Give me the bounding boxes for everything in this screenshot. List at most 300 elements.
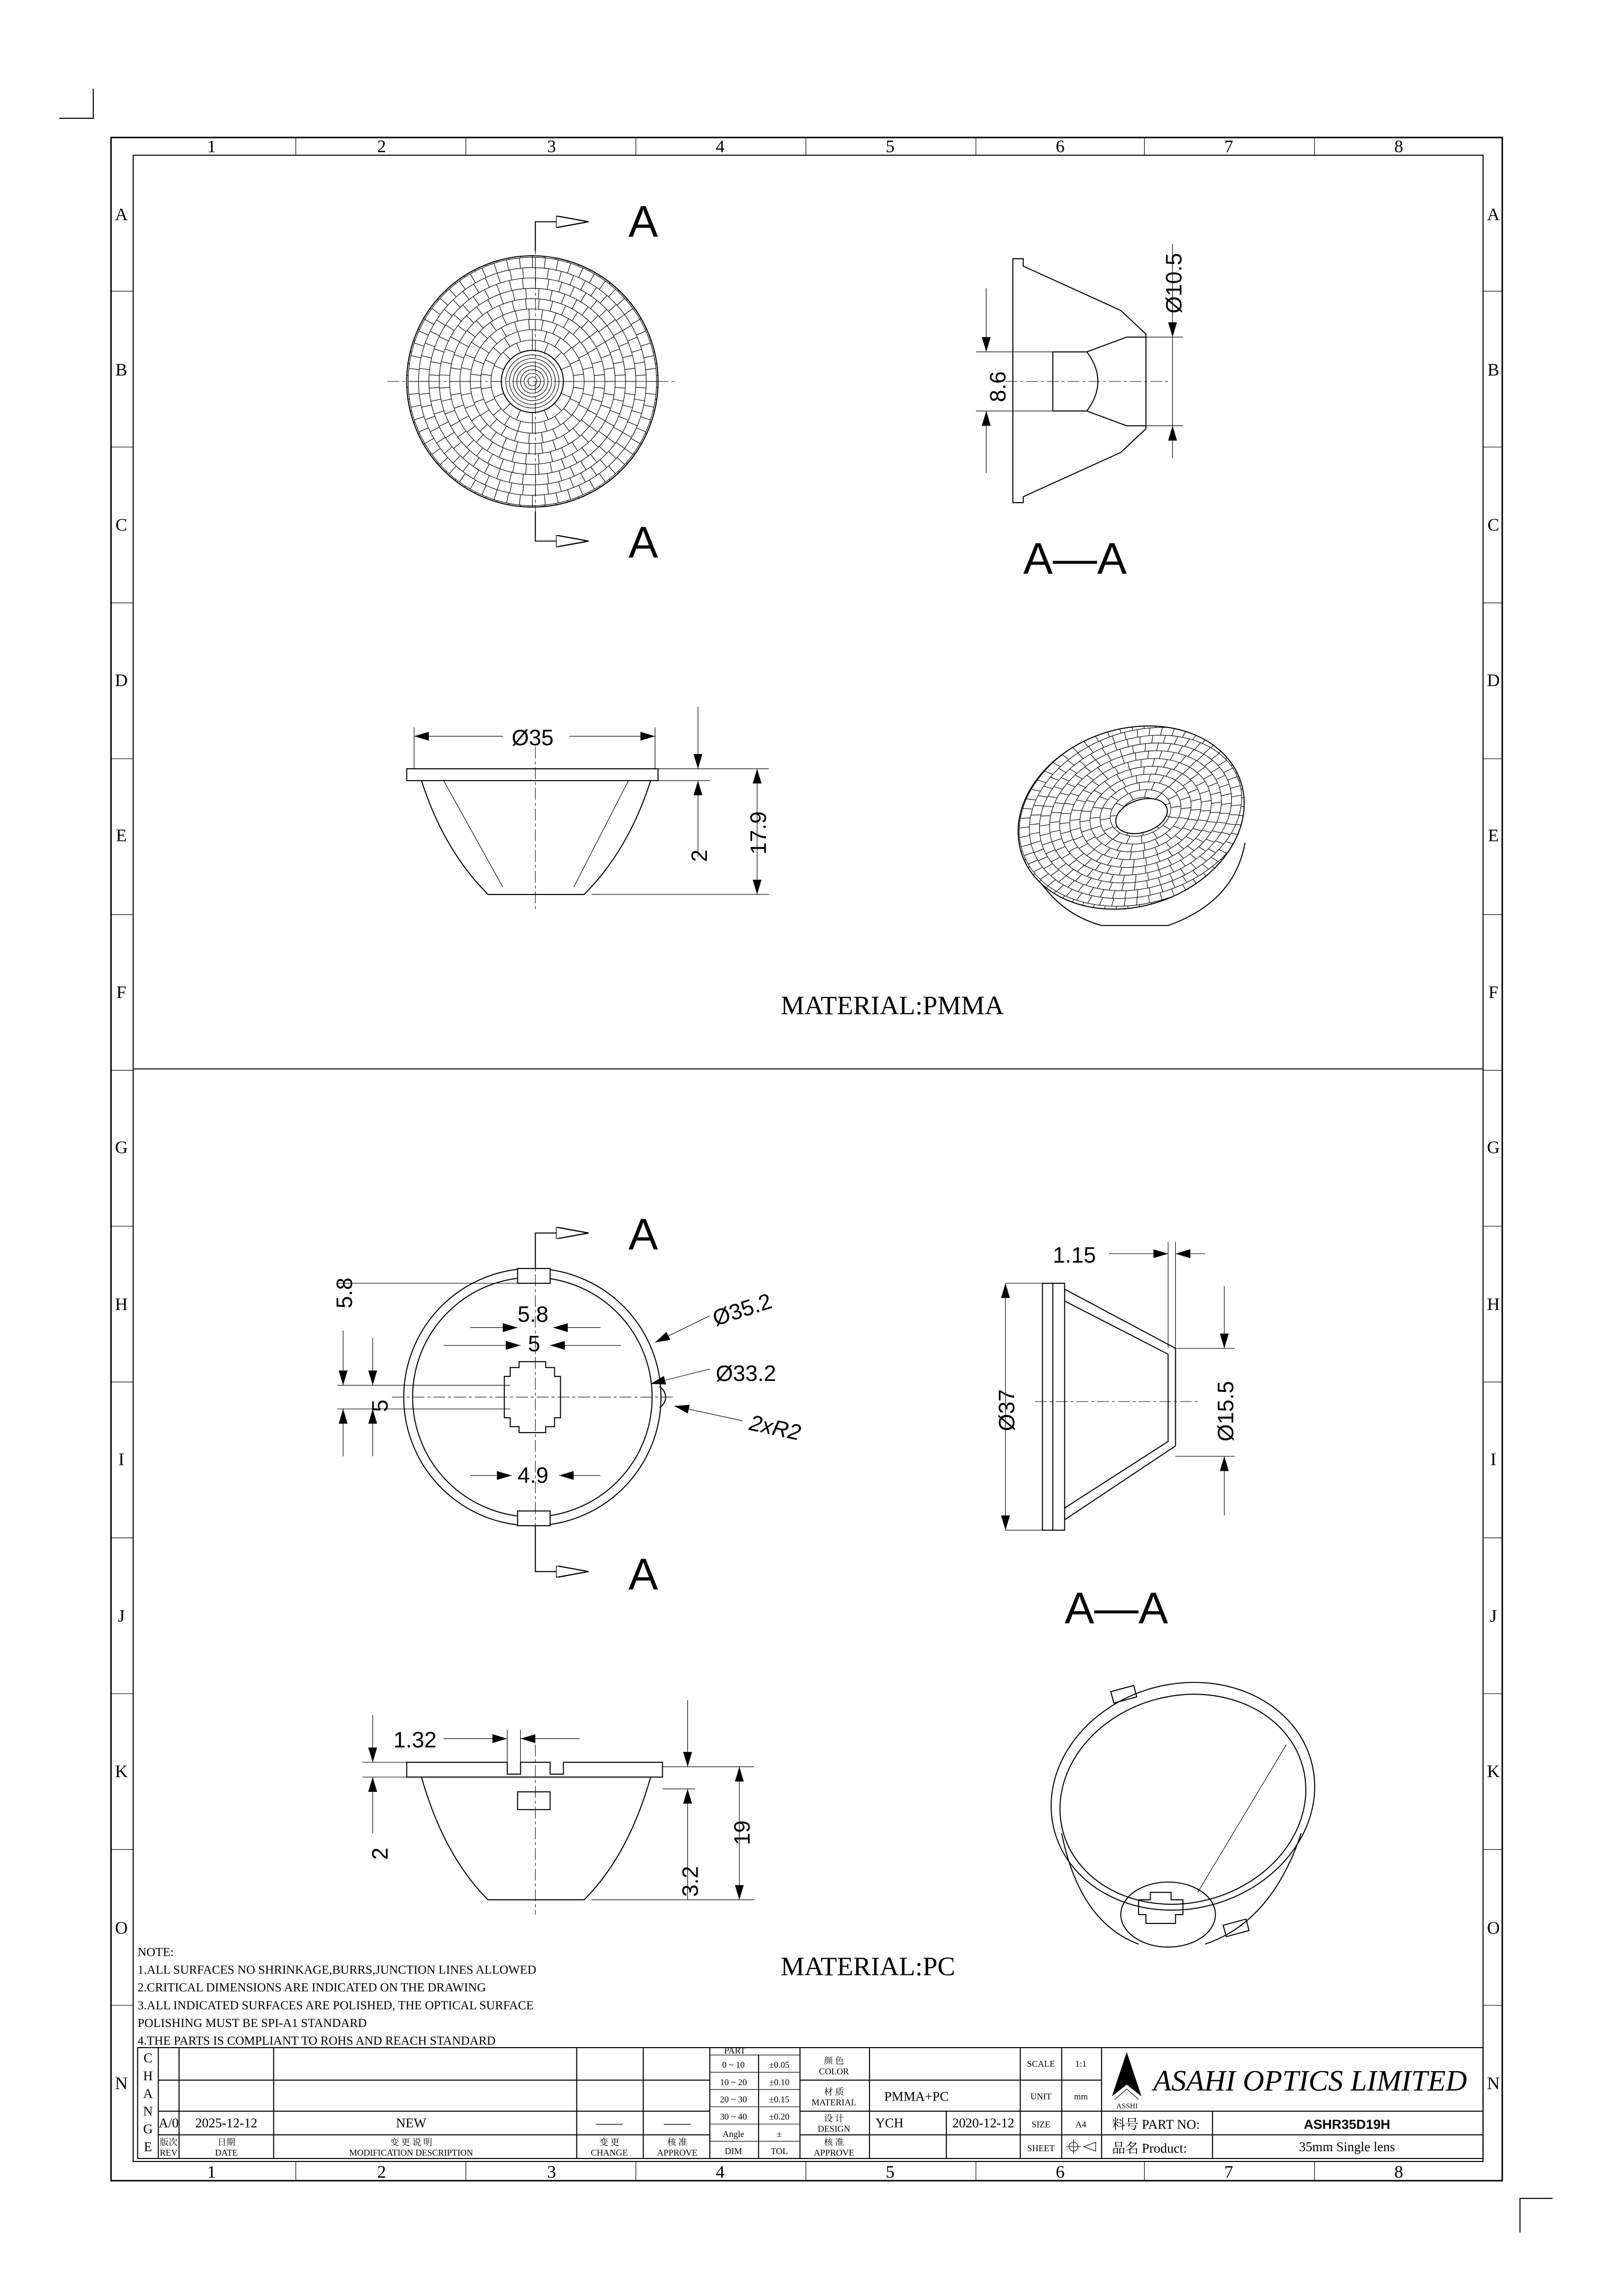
facet-edge <box>616 442 624 448</box>
facet-edge <box>510 483 512 493</box>
facet-edge <box>541 443 542 453</box>
facet-edge <box>1195 716 1204 724</box>
facet-edge <box>615 387 625 388</box>
facet-edge <box>454 354 464 358</box>
facet-edge <box>632 410 642 413</box>
note-line: 2.CRITICAL DIMENSIONS ARE INDICATED ON THE DRAWING <box>137 1981 486 1995</box>
rim <box>406 1762 662 1777</box>
facet-edge <box>1239 740 1249 746</box>
facet-edge <box>634 362 645 364</box>
facet-edge <box>625 393 635 395</box>
facet-edge <box>463 291 469 299</box>
facet-edge <box>1205 719 1214 727</box>
facet-edge <box>525 299 526 309</box>
facet-edge <box>581 420 590 426</box>
facet-edge <box>504 416 510 425</box>
facet-edge <box>512 301 514 311</box>
facet-edge <box>431 399 441 401</box>
facet-edge <box>590 426 598 432</box>
facet-edge <box>1217 734 1226 741</box>
header-approve-cn: 核 准 <box>667 2137 687 2147</box>
zone-row-label: I <box>1490 1449 1496 1469</box>
zone-row-label: J <box>118 1606 125 1626</box>
facet-edge <box>1224 728 1233 734</box>
facet-edge <box>436 320 445 325</box>
facet-edge <box>436 437 445 443</box>
facet-edge <box>644 355 654 357</box>
facet-edge <box>596 416 605 421</box>
facet-edge <box>568 490 571 500</box>
facet-edge <box>499 306 503 315</box>
dim-diameter: Ø35 <box>512 725 554 750</box>
facet-edge <box>1185 891 1188 898</box>
facet-edge <box>463 305 470 313</box>
facet-edge <box>429 387 439 388</box>
facet-edge <box>471 374 481 375</box>
facet-edge <box>477 307 483 315</box>
facet-edge <box>453 456 460 463</box>
facet-edge <box>1251 787 1262 792</box>
facet-edge <box>649 308 657 314</box>
facet-edge <box>1243 762 1253 766</box>
tolerance-table <box>710 2060 800 2156</box>
zone-column-label: 4 <box>715 2162 725 2182</box>
facet-edge <box>589 480 595 489</box>
facet-edge <box>1261 806 1271 811</box>
dim-wall-thickness: 1.15 <box>1053 1242 1096 1268</box>
facet-edge <box>388 387 398 388</box>
facet-edge <box>568 263 571 273</box>
facet-edge <box>1232 858 1239 866</box>
facet-edge <box>430 331 439 336</box>
facet-edge <box>619 343 628 347</box>
facet-edge <box>1245 747 1256 752</box>
zone-row-label: E <box>116 825 127 845</box>
facet-edge <box>432 308 440 314</box>
dim-total-height: 19 <box>730 1820 755 1845</box>
facet-edge <box>451 421 460 426</box>
isometric-view-pmma <box>983 679 1299 946</box>
dim-slot-width: 5.8 <box>517 1301 549 1327</box>
facet-edge <box>623 405 632 407</box>
facet-edge <box>476 435 483 443</box>
dim-step-height: 3.2 <box>677 1866 703 1897</box>
facet-edge <box>504 240 506 250</box>
facet-edge <box>649 450 657 455</box>
facet-edge <box>563 332 569 340</box>
dim-notch-radius: 2xR2 <box>747 1410 803 1445</box>
note-line: POLISHING MUST BE SPI-A1 STANDARD <box>137 2016 367 2030</box>
facet-edge <box>1174 896 1177 903</box>
facet-edge <box>526 464 527 474</box>
zone-row-label: O <box>115 1918 128 1938</box>
facet-edge <box>501 426 507 435</box>
facet-edge <box>1238 754 1248 759</box>
facet-edge <box>572 442 578 451</box>
facet-edge <box>1251 755 1261 759</box>
facet-edge <box>515 442 518 452</box>
facet-edge <box>471 415 480 420</box>
facet-edge <box>512 452 514 461</box>
zone-column-label: 7 <box>1224 2162 1233 2182</box>
facet-edge <box>519 495 520 505</box>
side-view-pmma <box>406 707 771 910</box>
facet-edge <box>1248 814 1258 820</box>
facet-edge <box>587 504 592 513</box>
facet-edge <box>553 324 557 334</box>
facet-edge <box>411 302 420 308</box>
facet-edge <box>590 330 598 337</box>
zone-row-label: G <box>115 1137 128 1158</box>
zone-column-label: 2 <box>377 2162 386 2182</box>
facet-edge <box>556 260 558 270</box>
facet-edge <box>487 454 492 463</box>
facet-edge <box>409 393 419 394</box>
facet-edge <box>581 435 588 443</box>
facet-edge <box>1232 734 1242 740</box>
facet-edge <box>579 486 583 495</box>
facet-edge <box>456 258 461 267</box>
facet-edge <box>565 512 567 522</box>
product-label: 品名 Product: <box>1111 2140 1187 2156</box>
zone-row-label: D <box>1487 670 1500 690</box>
facet-edge <box>572 342 580 349</box>
facet-edge <box>440 298 448 305</box>
revision-value: A/0 <box>159 2115 179 2131</box>
change-vertical-label <box>143 2051 153 2154</box>
facet-edge <box>504 338 510 347</box>
facet-edge <box>474 470 479 479</box>
zone-column-label: 3 <box>547 2162 556 2182</box>
facet-edge <box>467 252 472 261</box>
facet-edge <box>497 284 500 294</box>
facet-edge <box>425 416 435 420</box>
facet-edge <box>547 473 549 484</box>
zone-row-label: A <box>115 204 128 224</box>
facet-edge <box>480 424 487 432</box>
facet-edge <box>451 368 461 369</box>
facet-edge <box>497 273 501 283</box>
facet-edge <box>486 360 495 364</box>
zone-column-label: 8 <box>1394 136 1404 157</box>
facet-edge <box>1223 866 1230 874</box>
tolerance-range: DIM <box>725 2146 742 2156</box>
facet-edge <box>573 387 584 389</box>
facet-edge <box>587 249 592 259</box>
tolerance-range: 10 ~ 20 <box>720 2077 747 2087</box>
section-marker: A <box>628 517 658 567</box>
facet-edge <box>662 344 672 347</box>
facet-edge <box>598 499 603 508</box>
facet-edge <box>623 325 631 330</box>
facet-edge <box>523 485 524 495</box>
facet-edge <box>547 269 548 279</box>
zone-column-label: 5 <box>886 136 895 157</box>
tolerance-range: 30 ~ 40 <box>720 2111 747 2122</box>
facet-edge <box>414 343 424 347</box>
facet-edge <box>494 490 497 500</box>
cone-body <box>422 781 651 894</box>
approve-label: APPROVE <box>813 2147 854 2158</box>
zone-row-label: K <box>115 1761 128 1781</box>
facet-edge <box>608 493 614 501</box>
facet-edge <box>572 312 578 321</box>
facet-edge <box>481 347 489 353</box>
zone-row-label: F <box>1488 982 1498 1002</box>
product-name: 35mm Single lens <box>1299 2139 1395 2154</box>
header-date-cn: 日期 <box>217 2137 236 2147</box>
facet-edge <box>570 275 574 285</box>
facet-edge <box>564 319 569 327</box>
facet-edge <box>391 350 401 352</box>
facet-edge <box>1197 726 1206 733</box>
zone-column-label: 7 <box>1224 136 1233 157</box>
facet-edge <box>394 423 404 426</box>
facet-edge <box>572 299 577 309</box>
facet-edge <box>461 368 472 370</box>
facet-edge <box>445 410 455 414</box>
facet-edge <box>632 350 642 352</box>
facet-edge <box>1151 712 1156 720</box>
facet-edge <box>479 507 483 516</box>
facet-edge <box>550 452 553 461</box>
facet-edge <box>666 369 677 370</box>
facet-edge <box>463 463 469 472</box>
facet-edge <box>636 331 646 335</box>
facet-edge <box>576 244 580 254</box>
facet-edge <box>565 241 567 251</box>
facet-edge <box>665 356 675 358</box>
facet-edge <box>601 354 611 358</box>
facet-edge <box>504 513 506 524</box>
facet-edge <box>544 421 547 431</box>
zone-row-label: B <box>115 359 128 379</box>
section-body-hatched <box>1013 259 1146 503</box>
material-label: MATERIAL:PC <box>781 1951 955 1981</box>
facet-edge <box>553 429 557 438</box>
facet-edge <box>614 427 623 432</box>
tolerance-header: PART <box>724 2046 746 2056</box>
facet-edge <box>583 393 593 396</box>
facet-edge <box>658 428 668 432</box>
revision-date: 2025-12-12 <box>195 2115 258 2131</box>
facet-edge <box>554 352 562 359</box>
facet-edge <box>491 511 494 520</box>
facet-edge <box>1261 780 1271 783</box>
facet-edge <box>514 322 517 332</box>
facet-edge <box>623 355 632 358</box>
facet-edge <box>451 393 461 395</box>
facet-edge <box>481 374 491 376</box>
facet-edge <box>465 354 475 358</box>
change-letter: G <box>143 2121 153 2136</box>
material-label: MATERIAL <box>812 2097 857 2107</box>
facet-edge <box>491 243 494 252</box>
zone-row-label: N <box>115 2073 128 2093</box>
dim-height: 8.6 <box>985 371 1011 403</box>
facet-edge <box>490 432 496 440</box>
facet-edge <box>481 410 489 416</box>
facet-edge <box>430 427 439 432</box>
facet-edge <box>503 404 511 411</box>
design-date: 2020-12-12 <box>952 2115 1015 2131</box>
tolerance-value: ±0.05 <box>769 2060 790 2070</box>
facet-edge <box>477 448 483 456</box>
facet-edge <box>481 387 491 389</box>
facet-edge <box>1215 723 1224 730</box>
facet-edge <box>550 291 552 301</box>
facet-edge <box>467 426 475 432</box>
section-title: A—A <box>1023 534 1127 584</box>
header-desc: MODIFICATION DESCRIPTION <box>349 2147 473 2158</box>
change-letter: N <box>143 2104 153 2119</box>
facet-edge <box>553 514 555 525</box>
facet-edge <box>473 458 479 466</box>
outer-frame <box>111 137 1502 2181</box>
facet-edge <box>1259 771 1269 775</box>
revision-approve: —— <box>664 2115 691 2131</box>
facet-edge <box>388 375 398 376</box>
facet-edge <box>518 332 521 342</box>
facet-edge <box>513 291 514 301</box>
facet-edge <box>654 320 663 324</box>
facet-edge <box>544 495 545 505</box>
header-date: DATE <box>215 2147 238 2158</box>
company-logo <box>1112 2052 1141 2110</box>
facet-edge <box>479 246 483 256</box>
facet-edge <box>454 405 464 408</box>
facet-edge <box>480 331 487 339</box>
facet-edge <box>439 337 448 341</box>
size-label: SIZE <box>1031 2119 1051 2130</box>
facet-edge <box>572 415 580 422</box>
facet-edge <box>596 342 605 347</box>
facet-edge <box>1128 716 1131 723</box>
facet-edge <box>487 312 493 321</box>
facet-edge <box>487 442 493 451</box>
facet-edge <box>579 405 588 409</box>
dim-slot-height: 5.8 <box>331 1277 357 1309</box>
facet-edge <box>666 393 677 394</box>
facet-edge <box>570 287 574 296</box>
facet-edge <box>628 422 637 426</box>
facet-edge <box>642 297 650 303</box>
facet-edge <box>485 290 489 299</box>
facet-edge <box>445 349 455 352</box>
material-label: MATERIAL:PMMA <box>781 990 1004 1020</box>
facet-edge <box>399 325 408 329</box>
dim-outer-diameter: Ø35.2 <box>709 1288 775 1331</box>
facet-edge <box>446 432 455 438</box>
section-marker: A <box>628 1549 658 1599</box>
facet-edge <box>444 447 452 453</box>
change-letter: A <box>143 2086 153 2101</box>
facet-edge <box>539 299 540 309</box>
facet-edge <box>409 369 419 370</box>
color-label-cn: 颜 色 <box>824 2056 844 2066</box>
facet-edge <box>1224 740 1234 746</box>
facet-edge <box>516 410 520 419</box>
facet-edge <box>391 411 401 413</box>
facet-edge <box>1245 823 1254 830</box>
facet-edge <box>581 293 586 302</box>
flange <box>406 769 658 781</box>
facet-edge <box>626 278 634 285</box>
facet-edge <box>1241 832 1250 839</box>
facet-edge <box>583 367 593 370</box>
facet-edge <box>553 313 556 323</box>
facet-edge <box>1250 779 1260 782</box>
facet-edge <box>1236 769 1245 773</box>
dim-hole-width: 4.9 <box>517 1462 549 1488</box>
facet-edge <box>500 294 503 304</box>
zone-column-label: 1 <box>207 136 216 157</box>
facet-edge <box>589 274 595 283</box>
facet-edge <box>405 444 414 449</box>
facet-edge <box>454 442 461 449</box>
facet-edge <box>642 459 650 465</box>
facet-edge <box>559 271 561 281</box>
facet-edge <box>1232 747 1242 752</box>
facet-edge <box>494 366 504 370</box>
facet-edge <box>434 349 444 352</box>
facet-edge <box>609 289 616 297</box>
note-line: 3.ALL INDICATED SURFACES ARE POLISHED, THE OPTICAL SURFACE <box>137 1999 534 2012</box>
dim-slot-inner-height: 5 <box>367 1399 393 1412</box>
projection-symbol-icon <box>1066 2139 1096 2154</box>
facet-edge <box>494 393 504 397</box>
facet-edge <box>613 399 623 401</box>
notes-title: NOTE: <box>137 1945 174 1959</box>
facet-edge <box>617 298 625 305</box>
tolerance-value: ±0.15 <box>769 2094 790 2105</box>
facet-edge <box>609 304 617 311</box>
facet-edge <box>1252 796 1262 801</box>
tolerance-range: 0 ~ 10 <box>722 2060 745 2070</box>
facet-edge <box>573 326 580 334</box>
facet-edge <box>497 469 500 479</box>
facet-edge <box>493 348 501 354</box>
facet-edge <box>1250 833 1260 840</box>
facet-edge <box>626 478 634 485</box>
facet-edge <box>1195 886 1200 893</box>
facet-edge <box>615 375 625 376</box>
change-letter: E <box>144 2139 152 2154</box>
facet-edge <box>541 432 543 443</box>
facet-edge <box>547 279 549 290</box>
facet-edge <box>418 292 427 298</box>
facet-edge <box>1205 880 1211 888</box>
facet-edge <box>572 454 577 463</box>
facet-edge <box>559 471 562 481</box>
facet-edge <box>641 343 650 347</box>
dim-total-height: 17.9 <box>746 811 771 855</box>
zone-row-label: H <box>1487 1294 1500 1314</box>
facet-edge <box>523 268 524 278</box>
zone-row-label: D <box>115 670 128 690</box>
facet-edge <box>654 439 663 443</box>
facet-edge <box>581 321 588 328</box>
facet-edge <box>411 405 421 407</box>
header-desc-cn: 变 更 说 明 <box>390 2137 433 2147</box>
section-arrow-bottom <box>535 512 588 541</box>
facet-edge <box>446 266 452 274</box>
facet-edge <box>564 435 569 444</box>
facet-edge <box>493 408 501 415</box>
zone-row-label: I <box>118 1449 125 1469</box>
facet-edge <box>665 405 675 407</box>
facet-edge <box>431 362 441 364</box>
